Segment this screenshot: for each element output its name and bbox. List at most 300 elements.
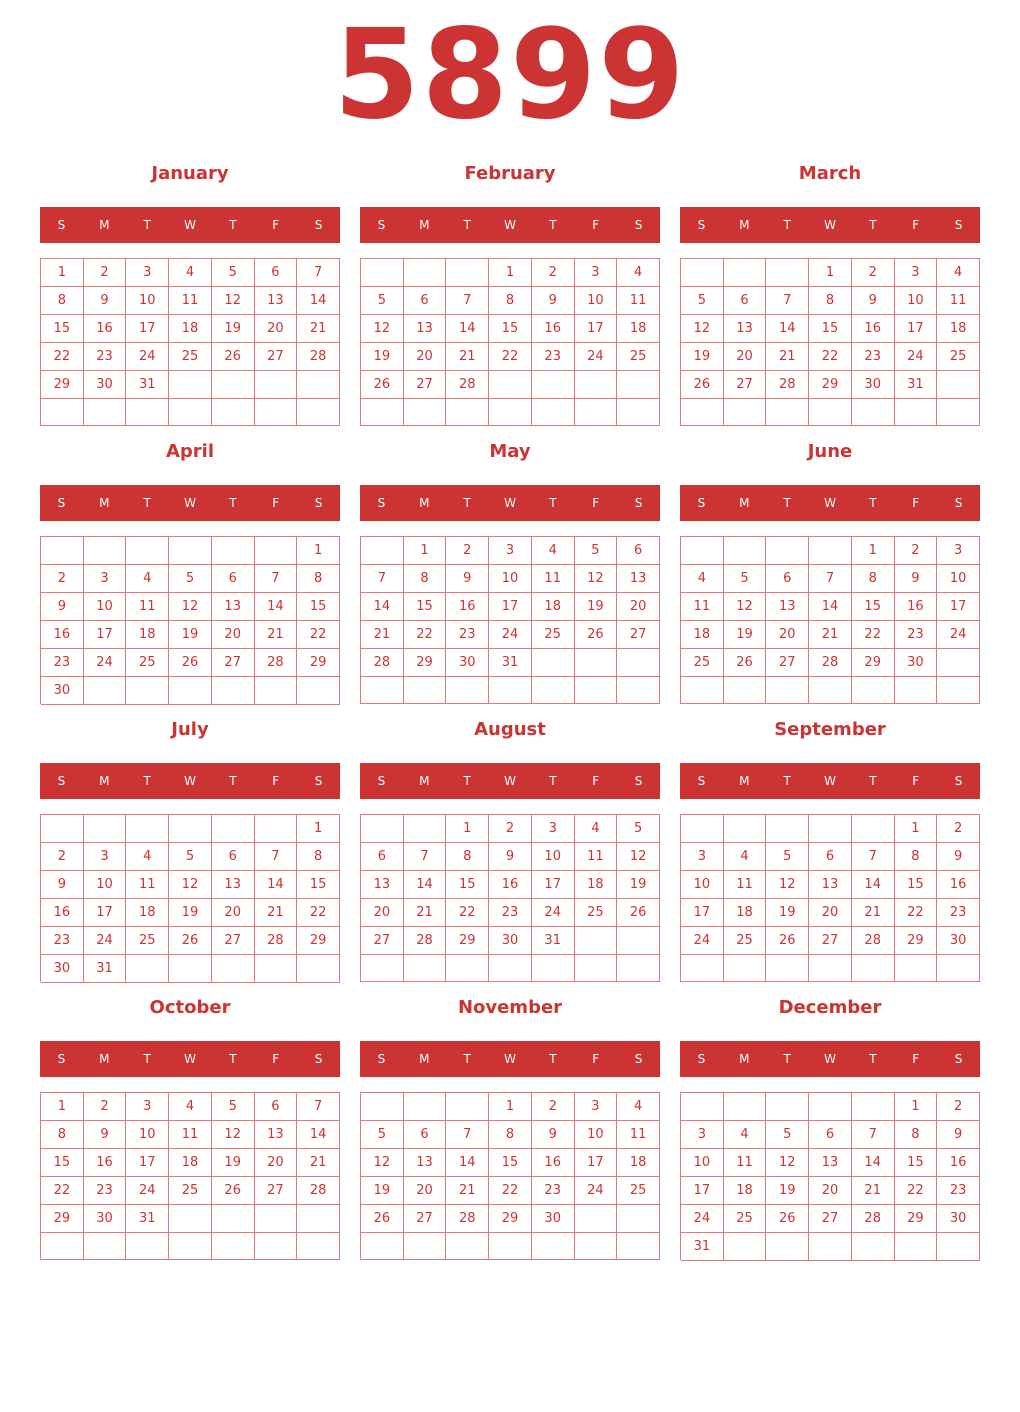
day-cell: 11: [617, 287, 660, 315]
weekday-label: F: [272, 496, 280, 510]
day-cell: 24: [84, 927, 127, 955]
day-cell: 25: [126, 927, 169, 955]
day-cell: 3: [126, 1093, 169, 1121]
day-cell: 2: [41, 843, 84, 871]
day-cell: 14: [297, 1121, 340, 1149]
weekday-label: S: [634, 496, 643, 510]
day-cell: 16: [937, 1149, 980, 1177]
day-grid: [680, 536, 980, 704]
day-cell: 30: [84, 371, 127, 399]
month-name: January: [151, 163, 229, 184]
day-cell: 17: [575, 1149, 618, 1177]
day-cell: 3: [575, 1093, 618, 1121]
day-cell: 13: [404, 315, 447, 343]
day-cell: 24: [489, 621, 532, 649]
day-cell: 20: [404, 1177, 447, 1205]
weekday-label: W: [824, 1052, 836, 1066]
weekday-label: S: [314, 1052, 323, 1066]
empty-day-cell: [297, 955, 340, 983]
day-cell: 5: [724, 565, 767, 593]
empty-day-cell: [361, 677, 404, 704]
day-cell: 13: [617, 565, 660, 593]
day-cell: 23: [489, 899, 532, 927]
day-cell: 1: [809, 259, 852, 287]
empty-day-cell: [852, 955, 895, 982]
empty-day-cell: [617, 955, 660, 982]
weekday-label: S: [954, 496, 963, 510]
empty-day-cell: [937, 677, 980, 704]
day-cell: 19: [617, 871, 660, 899]
empty-day-cell: [255, 537, 298, 565]
empty-day-cell: [809, 955, 852, 982]
day-cell: 5: [575, 537, 618, 565]
day-cell: 31: [489, 649, 532, 677]
empty-day-cell: [852, 1233, 895, 1261]
weekday-label: T: [549, 774, 557, 788]
day-cell: 14: [852, 1149, 895, 1177]
day-grid: [360, 1092, 660, 1260]
weekday-label: M: [419, 1052, 430, 1066]
day-cell: 29: [41, 1205, 84, 1233]
day-grid: [360, 536, 660, 704]
weekday-label: T: [229, 496, 237, 510]
day-cell: 15: [852, 593, 895, 621]
day-cell: 4: [617, 259, 660, 287]
day-cell: 20: [766, 621, 809, 649]
day-cell: 8: [404, 565, 447, 593]
day-cell: 29: [446, 927, 489, 955]
day-cell: 27: [361, 927, 404, 955]
day-cell: 15: [895, 1149, 938, 1177]
day-cell: 11: [575, 843, 618, 871]
empty-day-cell: [361, 259, 404, 287]
day-cell: 8: [895, 843, 938, 871]
day-cell: 18: [617, 1149, 660, 1177]
day-cell: 3: [681, 1121, 724, 1149]
day-cell: 21: [361, 621, 404, 649]
day-cell: 22: [895, 1177, 938, 1205]
day-cell: 23: [41, 927, 84, 955]
day-cell: 3: [126, 259, 169, 287]
empty-day-cell: [169, 399, 212, 426]
day-cell: 10: [532, 843, 575, 871]
weekday-label: M: [419, 774, 430, 788]
month-name: October: [149, 997, 231, 1018]
day-cell: 26: [681, 371, 724, 399]
empty-day-cell: [489, 955, 532, 982]
day-grid: [680, 1092, 980, 1260]
day-cell: 13: [404, 1149, 447, 1177]
day-cell: 28: [361, 649, 404, 677]
day-cell: 14: [255, 593, 298, 621]
day-cell: 14: [404, 871, 447, 899]
empty-day-cell: [446, 1093, 489, 1121]
day-cell: 22: [297, 899, 340, 927]
empty-day-cell: [361, 955, 404, 982]
day-cell: 19: [361, 343, 404, 371]
day-cell: 16: [532, 315, 575, 343]
day-grid: [680, 258, 980, 426]
day-cell: 17: [681, 899, 724, 927]
day-cell: 19: [169, 621, 212, 649]
day-cell: 6: [809, 1121, 852, 1149]
day-cell: 9: [937, 1121, 980, 1149]
day-cell: 5: [361, 287, 404, 315]
day-cell: 31: [126, 371, 169, 399]
empty-day-cell: [212, 1233, 255, 1260]
day-cell: 19: [724, 621, 767, 649]
empty-day-cell: [126, 677, 169, 705]
weekday-label: W: [504, 1052, 516, 1066]
day-cell: 6: [404, 1121, 447, 1149]
empty-day-cell: [937, 955, 980, 982]
empty-day-cell: [404, 1233, 447, 1260]
empty-day-cell: [532, 1233, 575, 1260]
weekday-label: T: [463, 218, 471, 232]
weekday-label: W: [824, 218, 836, 232]
day-cell: 17: [532, 871, 575, 899]
day-cell: 1: [489, 259, 532, 287]
day-cell: 11: [937, 287, 980, 315]
day-cell: 17: [937, 593, 980, 621]
weekday-label: F: [272, 218, 280, 232]
weekday-label: W: [824, 496, 836, 510]
weekday-label: S: [57, 496, 66, 510]
day-cell: 23: [532, 343, 575, 371]
day-cell: 29: [41, 371, 84, 399]
empty-day-cell: [255, 399, 298, 426]
empty-day-cell: [404, 399, 447, 426]
weekday-label: T: [869, 774, 877, 788]
empty-day-cell: [575, 1205, 618, 1233]
day-cell: 25: [169, 343, 212, 371]
empty-day-cell: [809, 677, 852, 704]
day-cell: 25: [937, 343, 980, 371]
weekday-label: T: [463, 1052, 471, 1066]
day-cell: 28: [766, 371, 809, 399]
empty-day-cell: [852, 399, 895, 426]
day-cell: 14: [446, 315, 489, 343]
day-cell: 7: [404, 843, 447, 871]
day-cell: 8: [41, 287, 84, 315]
day-cell: 9: [532, 1121, 575, 1149]
weekday-label: W: [184, 218, 196, 232]
day-cell: 12: [766, 871, 809, 899]
empty-day-cell: [255, 677, 298, 705]
day-cell: 11: [681, 593, 724, 621]
weekday-label: W: [184, 1052, 196, 1066]
weekday-label: W: [824, 774, 836, 788]
day-cell: 17: [84, 899, 127, 927]
day-cell: 20: [809, 1177, 852, 1205]
weekday-label: S: [954, 218, 963, 232]
empty-day-cell: [937, 371, 980, 399]
day-cell: 12: [617, 843, 660, 871]
empty-day-cell: [126, 955, 169, 983]
empty-day-cell: [361, 1093, 404, 1121]
day-cell: 4: [937, 259, 980, 287]
day-cell: 7: [852, 843, 895, 871]
day-cell: 21: [255, 899, 298, 927]
day-cell: 16: [446, 593, 489, 621]
empty-day-cell: [404, 259, 447, 287]
empty-day-cell: [41, 537, 84, 565]
empty-day-cell: [809, 399, 852, 426]
day-cell: 30: [532, 1205, 575, 1233]
day-cell: 26: [361, 1205, 404, 1233]
empty-day-cell: [937, 399, 980, 426]
month-name: August: [474, 719, 546, 740]
empty-day-cell: [297, 677, 340, 705]
empty-day-cell: [404, 677, 447, 704]
weekday-label: S: [377, 774, 386, 788]
day-cell: 12: [212, 1121, 255, 1149]
empty-day-cell: [446, 1233, 489, 1260]
day-cell: 7: [255, 565, 298, 593]
day-cell: 9: [852, 287, 895, 315]
empty-day-cell: [937, 649, 980, 677]
day-cell: 15: [489, 315, 532, 343]
day-cell: 21: [446, 1177, 489, 1205]
day-cell: 9: [532, 287, 575, 315]
day-cell: 30: [84, 1205, 127, 1233]
day-cell: 24: [126, 343, 169, 371]
empty-day-cell: [809, 1233, 852, 1261]
day-cell: 6: [255, 1093, 298, 1121]
day-cell: 30: [489, 927, 532, 955]
day-cell: 3: [84, 565, 127, 593]
weekday-header: [360, 763, 660, 799]
month-name: December: [778, 997, 882, 1018]
empty-day-cell: [212, 955, 255, 983]
empty-day-cell: [255, 1205, 298, 1233]
day-cell: 19: [575, 593, 618, 621]
day-cell: 6: [766, 565, 809, 593]
weekday-label: F: [912, 1052, 920, 1066]
day-cell: 17: [126, 315, 169, 343]
day-cell: 5: [681, 287, 724, 315]
weekday-label: W: [184, 774, 196, 788]
day-cell: 30: [852, 371, 895, 399]
day-cell: 5: [169, 565, 212, 593]
weekday-label: M: [99, 218, 110, 232]
weekday-header: [680, 485, 980, 521]
day-cell: 30: [937, 927, 980, 955]
weekday-label: M: [99, 774, 110, 788]
day-grid: [40, 1092, 340, 1260]
day-cell: 22: [489, 1177, 532, 1205]
weekday-label: S: [377, 218, 386, 232]
day-cell: 11: [617, 1121, 660, 1149]
empty-day-cell: [212, 399, 255, 426]
empty-day-cell: [361, 815, 404, 843]
weekday-label: M: [739, 218, 750, 232]
empty-day-cell: [84, 677, 127, 705]
day-cell: 20: [617, 593, 660, 621]
day-cell: 20: [404, 343, 447, 371]
empty-day-cell: [169, 815, 212, 843]
day-cell: 22: [41, 343, 84, 371]
day-cell: 23: [852, 343, 895, 371]
day-cell: 15: [809, 315, 852, 343]
empty-day-cell: [575, 649, 618, 677]
day-cell: 29: [895, 1205, 938, 1233]
day-cell: 5: [212, 1093, 255, 1121]
weekday-label: F: [912, 774, 920, 788]
day-cell: 26: [575, 621, 618, 649]
day-grid: [360, 258, 660, 426]
month-name: June: [807, 441, 853, 462]
empty-day-cell: [809, 537, 852, 565]
empty-day-cell: [895, 399, 938, 426]
month-name: April: [165, 441, 215, 462]
empty-day-cell: [724, 1233, 767, 1261]
weekday-label: S: [377, 496, 386, 510]
weekday-label: S: [314, 774, 323, 788]
weekday-label: T: [869, 1052, 877, 1066]
weekday-label: T: [229, 1052, 237, 1066]
weekday-header: [360, 1041, 660, 1077]
day-cell: 20: [809, 899, 852, 927]
day-cell: 7: [446, 287, 489, 315]
empty-day-cell: [766, 259, 809, 287]
day-cell: 9: [41, 871, 84, 899]
day-cell: 26: [361, 371, 404, 399]
day-cell: 1: [404, 537, 447, 565]
day-cell: 25: [617, 343, 660, 371]
weekday-label: F: [272, 774, 280, 788]
empty-day-cell: [361, 537, 404, 565]
day-cell: 31: [84, 955, 127, 983]
day-cell: 3: [681, 843, 724, 871]
day-cell: 8: [41, 1121, 84, 1149]
day-cell: 13: [724, 315, 767, 343]
day-cell: 26: [169, 649, 212, 677]
empty-day-cell: [575, 371, 618, 399]
weekday-label: M: [419, 218, 430, 232]
day-cell: 31: [126, 1205, 169, 1233]
day-cell: 8: [489, 287, 532, 315]
empty-day-cell: [297, 1205, 340, 1233]
empty-day-cell: [212, 371, 255, 399]
empty-day-cell: [617, 649, 660, 677]
day-cell: 1: [895, 815, 938, 843]
day-grid: [40, 814, 340, 982]
day-cell: 16: [84, 315, 127, 343]
empty-day-cell: [41, 1233, 84, 1260]
weekday-label: S: [697, 496, 706, 510]
empty-day-cell: [852, 1093, 895, 1121]
day-cell: 27: [809, 1205, 852, 1233]
empty-day-cell: [84, 399, 127, 426]
day-cell: 27: [212, 649, 255, 677]
day-cell: 15: [895, 871, 938, 899]
day-cell: 13: [766, 593, 809, 621]
day-cell: 23: [937, 1177, 980, 1205]
weekday-label: S: [57, 1052, 66, 1066]
day-cell: 9: [489, 843, 532, 871]
day-cell: 11: [724, 871, 767, 899]
day-grid: [360, 814, 660, 982]
day-cell: 7: [255, 843, 298, 871]
day-cell: 2: [41, 565, 84, 593]
day-cell: 19: [212, 1149, 255, 1177]
empty-day-cell: [84, 815, 127, 843]
empty-day-cell: [489, 371, 532, 399]
day-cell: 30: [41, 955, 84, 983]
day-cell: 29: [404, 649, 447, 677]
day-cell: 29: [297, 649, 340, 677]
day-cell: 19: [212, 315, 255, 343]
day-cell: 7: [361, 565, 404, 593]
day-cell: 8: [297, 843, 340, 871]
day-cell: 21: [852, 1177, 895, 1205]
day-cell: 6: [361, 843, 404, 871]
weekday-label: F: [592, 1052, 600, 1066]
weekday-label: T: [869, 496, 877, 510]
day-cell: 18: [169, 1149, 212, 1177]
day-cell: 16: [41, 621, 84, 649]
day-cell: 18: [937, 315, 980, 343]
empty-day-cell: [212, 1205, 255, 1233]
day-cell: 28: [446, 371, 489, 399]
weekday-label: T: [143, 774, 151, 788]
empty-day-cell: [169, 677, 212, 705]
day-cell: 6: [404, 287, 447, 315]
day-cell: 16: [84, 1149, 127, 1177]
weekday-header: [680, 1041, 980, 1077]
weekday-label: W: [504, 218, 516, 232]
weekday-label: T: [229, 218, 237, 232]
day-cell: 26: [724, 649, 767, 677]
empty-day-cell: [361, 399, 404, 426]
empty-day-cell: [126, 537, 169, 565]
day-cell: 8: [809, 287, 852, 315]
empty-day-cell: [446, 399, 489, 426]
day-cell: 2: [937, 1093, 980, 1121]
day-cell: 30: [446, 649, 489, 677]
day-cell: 29: [297, 927, 340, 955]
weekday-label: T: [143, 1052, 151, 1066]
day-cell: 26: [766, 1205, 809, 1233]
day-cell: 7: [297, 259, 340, 287]
day-cell: 4: [617, 1093, 660, 1121]
day-grid: [40, 258, 340, 426]
empty-day-cell: [255, 1233, 298, 1260]
day-cell: 26: [212, 343, 255, 371]
empty-day-cell: [681, 955, 724, 982]
day-cell: 13: [809, 871, 852, 899]
empty-day-cell: [446, 259, 489, 287]
day-cell: 18: [724, 1177, 767, 1205]
day-cell: 30: [41, 677, 84, 705]
day-cell: 21: [766, 343, 809, 371]
day-cell: 4: [724, 843, 767, 871]
day-cell: 6: [212, 565, 255, 593]
day-cell: 12: [766, 1149, 809, 1177]
day-cell: 24: [681, 927, 724, 955]
day-cell: 7: [809, 565, 852, 593]
empty-day-cell: [255, 371, 298, 399]
day-cell: 1: [446, 815, 489, 843]
empty-day-cell: [169, 1205, 212, 1233]
day-cell: 19: [766, 1177, 809, 1205]
day-cell: 16: [852, 315, 895, 343]
day-cell: 13: [212, 871, 255, 899]
day-cell: 2: [852, 259, 895, 287]
day-cell: 23: [41, 649, 84, 677]
day-cell: 9: [895, 565, 938, 593]
